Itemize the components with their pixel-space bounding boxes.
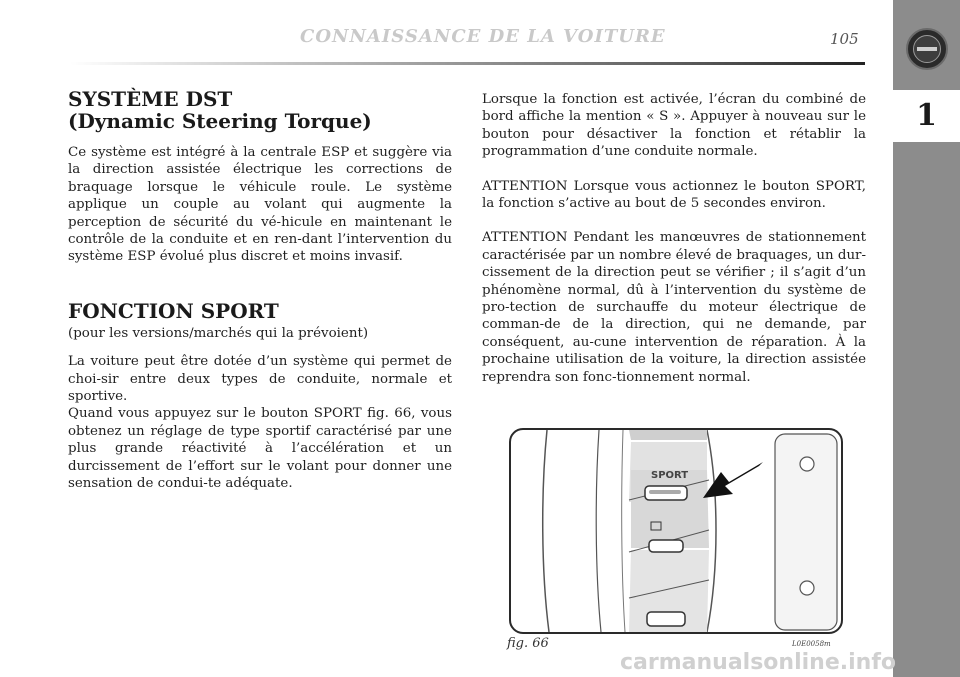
right-paragraph-2: ATTENTION Lorsque vous actionnez le bouton SPORT, la fonction s’active au bout de 5 secondes environ. [482,178,866,212]
sport-paragraph-1: La voiture peut être dotée d’un système qui permet de choi-sir entre deux types de conduite, normale et sportive. [68,354,452,405]
right-paragraph-1: Lorsque la fonction est activée, l’écran du combiné de bord affiche la mention « S ». Appuyer à nouveau sur le bouton pour désactiver la fonction et rétablir la programmation d’une conduite normale. [482,92,866,160]
sport-button-illustration [511,430,841,632]
page-number: 105 [830,30,859,48]
right-paragraph-3: ATTENTION Pendant les manœuvres de stationnement caractérisée par un nombre élevé de braquages, un dur-cissement de la direction peut se vérifier ; il s’agit d’un phénomène normal, dû à l’intervention du système de pro-tection de surchauffe du moteur électrique de comman-de de la direction, qui ne demande, par conséquent, au-cune intervention de réparation. À la prochaine utilisation de la voiture, la direction assistée reprendra son fonc-tionnement normal. [482,230,866,385]
figure-code: L0E0058m [792,640,831,648]
running-header-title: CONNAISSANCE DE LA VOITURE [300,26,666,47]
watermark: carmanualsonline.info [620,650,896,675]
section-title-dst-line2: (Dynamic Steering Torque) [68,109,372,133]
chapter-tab [893,90,960,142]
logo-shield [913,35,941,63]
section-title-dst [68,88,452,132]
lancia-logo-icon [906,28,948,70]
sport-paragraph-2: Quand vous appuyez sur le bouton SPORT fig. 66, vous obtenez un réglage de type sportif caractérisé par une plus grande réactivité à l’accélération et un durcissement de l’effort sur le volant pour donner une sensation de condui-te adéquate. [68,406,452,492]
section-title-sport: FONCTION SPORT [68,298,279,323]
dst-paragraph: Ce système est intégré à la centrale ESP et suggère via la direction assistée électrique les corrections de braquage lorsque le véhicule roule. Le système applique un couple au volant qui augmente la perception de sécurité du vé-hicule en maintenant le contrôle de la conduite et en ren-dant l’intervention du système ESP évolué plus discret et moins invasif. [68,145,452,265]
header-rule [70,62,865,65]
right-column [482,91,866,386]
sport-button-label: SPORT [651,470,689,481]
section-title-dst-line1: SYSTÈME DST [68,87,233,111]
figure-caption: fig. 66 [507,636,549,651]
sport-subtitle: (pour les versions/marchés qui la prévoient) [68,325,369,341]
figure-sport-button [509,428,843,634]
chapter-number: 1 [916,98,937,133]
logo-bar [917,47,937,51]
left-column [68,88,452,493]
